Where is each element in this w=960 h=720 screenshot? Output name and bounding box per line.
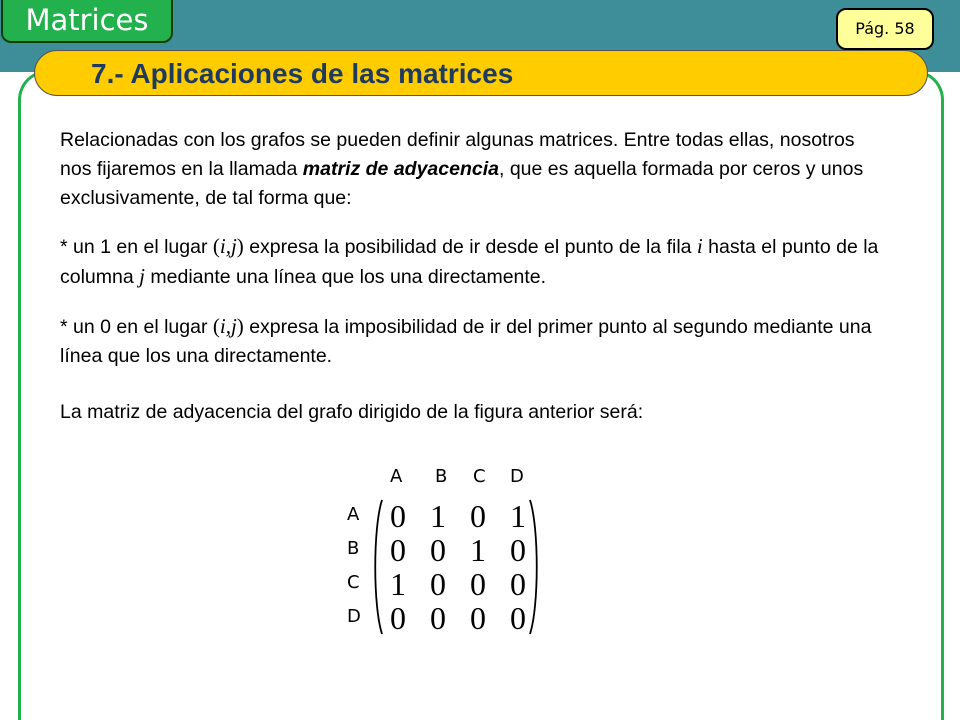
matrix-cell: 1 [390,566,406,602]
section-title: 7.- Aplicaciones de las matrices [91,58,514,89]
section-header [34,50,928,96]
rule-zero-paragraph: * un 0 en el lugar (i,j) expresa la imposibilidad de ir del primer punto al segundo mediante una línea que los una directamente. [60,314,872,367]
page-number-badge: Pág. 58 [836,8,934,50]
column-label-c: C [473,466,486,487]
matrix-cell: 0 [390,532,406,568]
matrix-cell: 0 [510,566,526,602]
column-label-d: D [510,466,524,487]
matrix-cell: 1 [470,532,486,568]
matrix-cell: 0 [430,566,446,602]
matrix-cell: 0 [430,600,446,636]
rule-one-col-var: j [139,264,145,288]
matrix-cell: 0 [390,600,406,636]
rule-one-text-b: expresa la posibilidad de ir desde el punto de la fila [243,236,697,258]
matrix-cell: 0 [390,498,406,534]
row-label-d: D [347,606,361,627]
rule-zero-text-a: * un 0 en el lugar [60,316,213,338]
conclusion-paragraph: La matriz de adyacencia del grafo dirigido de la figura anterior será: [60,401,644,423]
matrix-cell: 1 [430,498,446,534]
matrix-cell: 0 [470,498,486,534]
matrix-cell: 0 [430,532,446,568]
matrix-cell: 0 [470,566,486,602]
column-label-a: A [390,466,403,487]
rule-zero-text-b: expresa la imposibilidad de ir del primer punto al segundo mediante una línea que los una directamente. [60,316,872,367]
rule-one-paragraph: * un 1 en el lugar (i,j) expresa la posibilidad de ir desde el punto de la fila i hasta el punto de la columna j mediante una línea que los una directamente. [60,234,879,288]
rule-zero-position: i,j [219,314,237,338]
row-label-a: A [347,504,360,525]
matrix-cell: 1 [510,498,526,534]
intro-text-start: Relacionadas con los grafos se pueden definir algunas matrices. Entre todas ellas, nosotros nos fijaremos en la llamada [60,129,855,180]
topic-tab: Matrices [1,0,173,43]
adjacency-matrix [330,460,570,640]
rule-one-text-a: * un 1 en el lugar [60,236,213,258]
adjacency-term: matriz de adyacencia [302,158,499,180]
rule-one-text-c: hasta el punto de la columna [60,236,879,288]
intro-paragraph [60,126,890,213]
rule-one-text-d: mediante una línea que los una directamente. [144,266,547,288]
row-label-c: C [347,572,360,593]
intro-text-end: , que es aquella formada por ceros y unos exclusivamente, de tal forma que: [60,158,864,209]
matrix-cell: 0 [510,532,526,568]
row-label-b: B [347,538,360,559]
column-label-b: B [435,466,448,487]
rule-one-position: i,j [219,234,237,258]
rule-one-row-var: i [696,234,703,258]
matrix-cell: 0 [510,600,526,636]
matrix-cell: 0 [470,600,486,636]
